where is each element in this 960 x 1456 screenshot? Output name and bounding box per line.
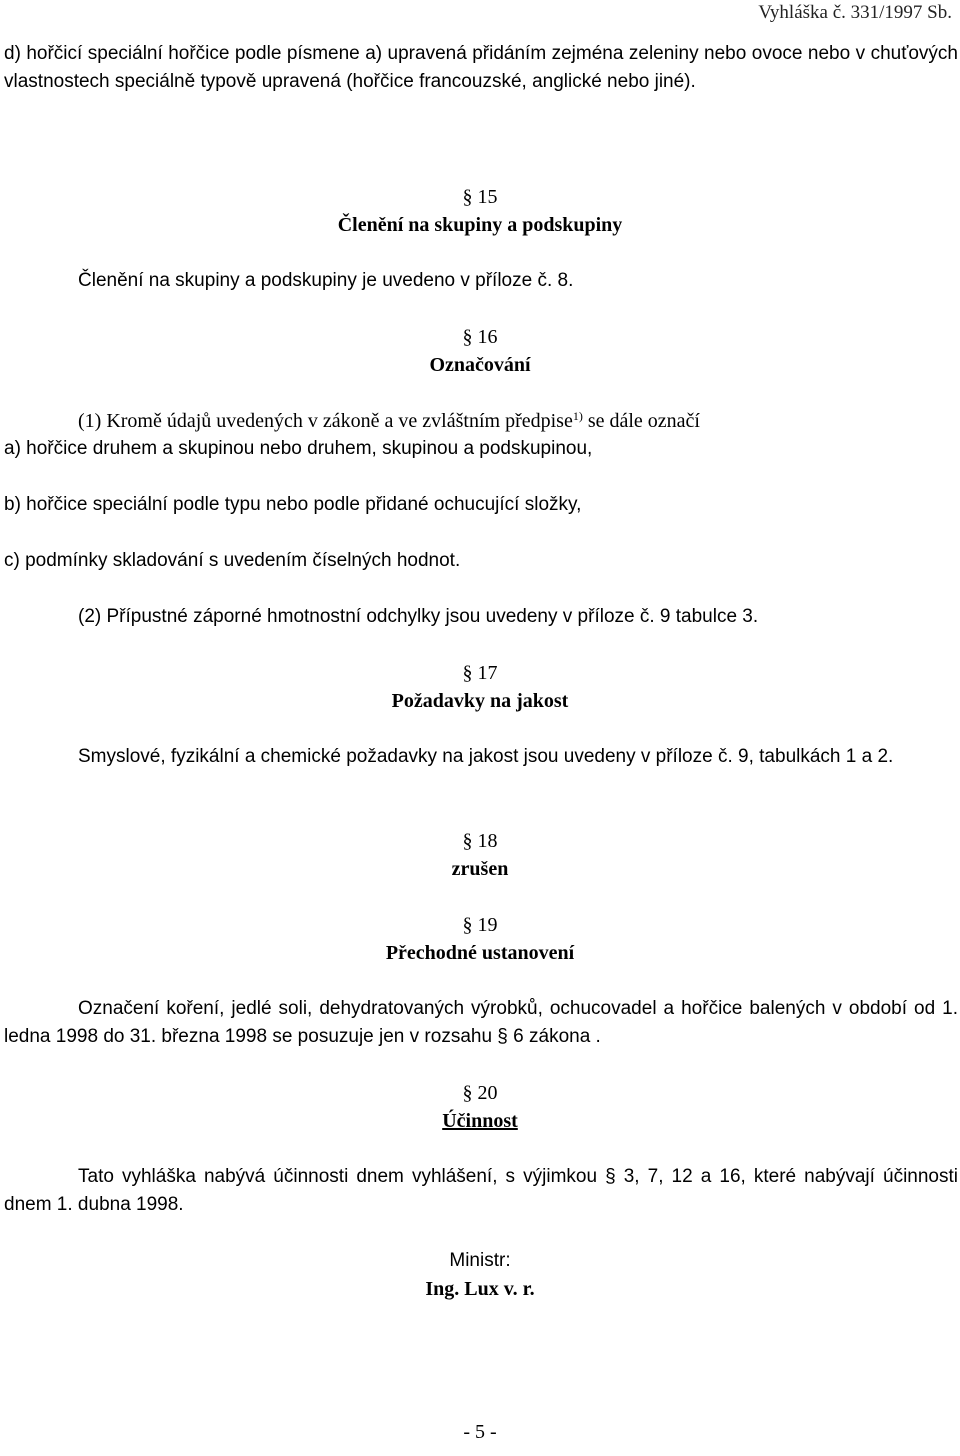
section-16-p1-tail: se dále označí <box>582 410 700 432</box>
section-19-body: Označení koření, jedlé soli, dehydratovaných výrobků, ochucovadel a hořčice balených v období od 1. ledna 1998 do 31. března 1998 se posuzuje jen v rozsahu § 6 zákona . <box>4 998 958 1047</box>
section-16-paragraph-1 <box>78 407 700 435</box>
section-20-title: Účinnost <box>442 1110 518 1132</box>
signature-role: Ministr: <box>449 1250 511 1271</box>
section-19-title: Přechodné ustanovení <box>385 942 575 964</box>
section-16-item-a: a) hořčice druhem a skupinou nebo druhem, skupinou a podskupinou, <box>4 438 593 459</box>
section-16-item-b: b) hořčice speciální podle typu nebo podle přidané ochucující složky, <box>4 494 582 515</box>
section-16-p1-text: (1) Kromě údajů uvedených v zákoně a ve zvláštním předpise <box>78 410 573 432</box>
section-16-paragraph-2: (2) Přípustné záporné hmotnostní odchylky jsou uvedeny v příloze č. 9 tabulce 3. <box>78 606 759 627</box>
section-15-title: Členění na skupiny a podskupiny <box>337 214 623 236</box>
section-20-body: Tato vyhláška nabývá účinnosti dnem vyhlášení, s výjimkou § 3, 7, 12 a 16, které nabývají účinnosti dnem 1. dubna 1998. <box>4 1166 958 1215</box>
section-16-title: Označování <box>429 354 531 376</box>
section-19-number: § 19 <box>462 914 498 936</box>
section-17-number: § 17 <box>462 662 498 684</box>
signature-name: Ing. Lux v. r. <box>425 1278 535 1300</box>
section-15-number: § 15 <box>462 186 498 208</box>
page-number: - 5 - <box>463 1421 497 1443</box>
section-16-item-c: c) podmínky skladování s uvedením číselných hodnot. <box>4 550 461 571</box>
item-d-paragraph: d) hořčicí speciální hořčice podle písmene a) upravená přidáním zejména zeleniny nebo ovoce nebo v chuťových vlastnostech speciálně typově upravená (hořčice francouzské, anglické nebo jiné). <box>4 43 958 92</box>
section-20-number: § 20 <box>462 1082 498 1104</box>
section-17-title: Požadavky na jakost <box>391 690 569 712</box>
section-17-body: Smyslové, fyzikální a chemické požadavky na jakost jsou uvedeny v příloze č. 9, tabulkách 1 a 2. <box>78 746 894 767</box>
section-18-title: zrušen <box>451 858 509 880</box>
footnote-ref: 1) <box>572 409 583 423</box>
section-16-number: § 16 <box>462 326 498 348</box>
section-18-number: § 18 <box>462 830 498 852</box>
running-header: Vyhláška č. 331/1997 Sb. <box>758 2 952 23</box>
section-15-body: Členění na skupiny a podskupiny je uvedeno v příloze č. 8. <box>78 270 574 291</box>
